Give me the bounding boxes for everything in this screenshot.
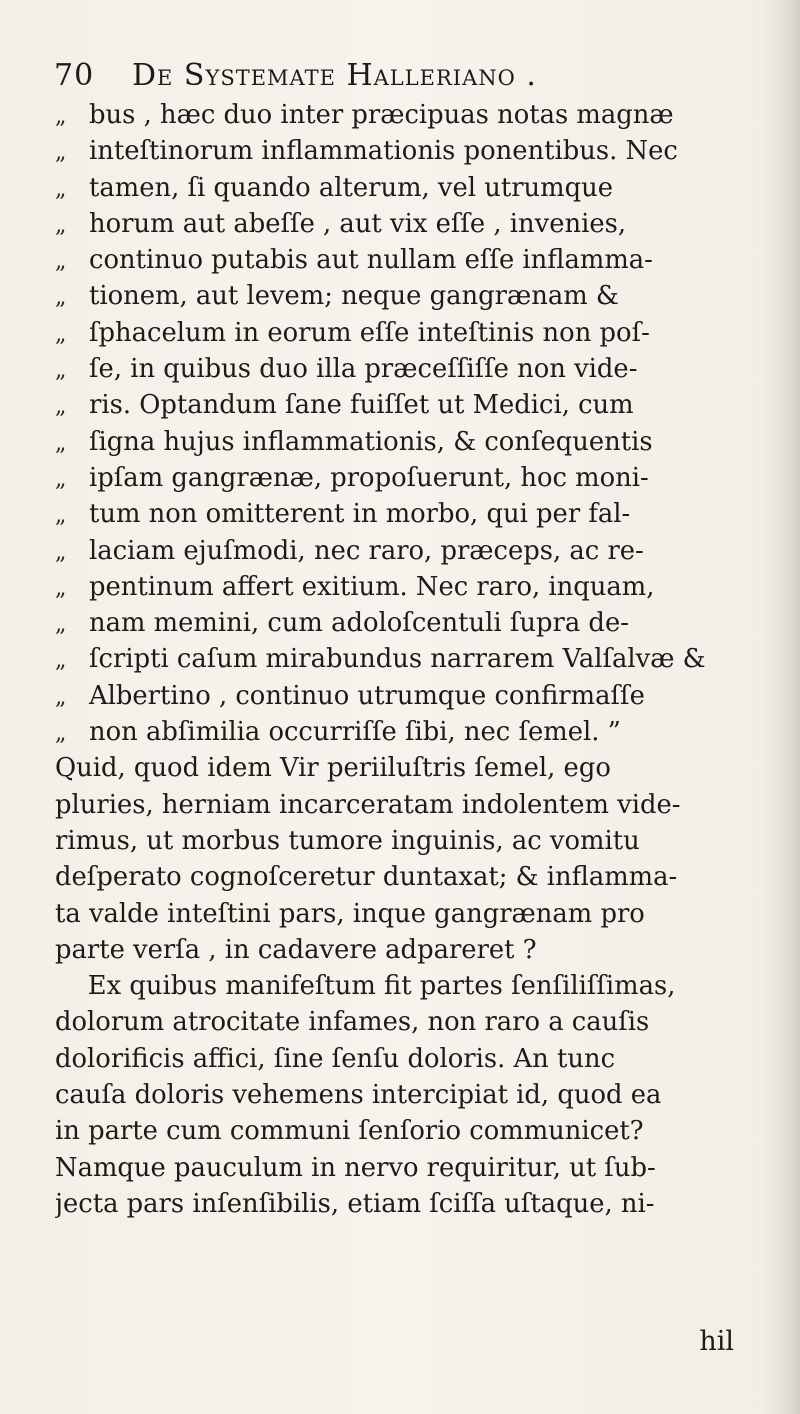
text-line [55, 569, 745, 605]
line-text: jecta pars inſenſibilis, etiam ſciſſa uſtaque, ni- [55, 1188, 655, 1219]
line-text: horum aut abeſſe , aut vix eſſe , invenies, [89, 208, 627, 239]
page-number: 70 [54, 58, 95, 93]
quote-mark: „ [55, 285, 67, 311]
line-text: tamen, ſi quando alterum, vel utrumque [89, 172, 613, 203]
text-line [55, 133, 745, 169]
line-text: Quid, quod idem Vir periiluſtris ſemel, ego [55, 753, 611, 784]
text-line [55, 641, 745, 677]
text-line [55, 278, 745, 314]
text-line [55, 678, 745, 714]
text-line [55, 1077, 745, 1113]
text-line [55, 896, 745, 932]
text-line [55, 533, 745, 569]
text-line [55, 315, 745, 351]
quote-mark: „ [55, 466, 67, 492]
text-line [55, 1186, 745, 1222]
line-text: ſcripti caſum mirabundus narrarem Valſalvæ & [89, 644, 706, 675]
line-text: ſphacelum in eorum eſſe inteſtinis non poſ- [89, 317, 650, 348]
line-text: deſperato cognoſceretur duntaxat; & inflamma- [55, 862, 678, 893]
text-line [55, 968, 745, 1004]
line-text: ſe, in quibus duo illa præceſſiſſe non vide- [89, 354, 638, 385]
quote-mark: „ [55, 612, 67, 638]
page-edge-shadow [760, 0, 800, 1414]
text-line [55, 424, 745, 460]
quote-mark: „ [55, 430, 67, 456]
quote-mark: „ [55, 394, 67, 420]
line-text: continuo putabis aut nullam eſſe inflamma- [89, 245, 653, 276]
line-text: Namque pauculum in nervo requiritur, ut ſub- [55, 1152, 656, 1183]
line-text: non abſimilia occurriſſe ſibi, nec ſemel. ” [89, 717, 621, 748]
catchword: hil [699, 1326, 734, 1357]
line-text: nam memini, cum adoloſcentuli ſupra de- [89, 608, 629, 639]
line-text: ipſam gangrænæ, propoſuerunt, hoc moni- [89, 462, 649, 493]
line-text: inteſtinorum inflammationis ponentibus. Nec [89, 136, 678, 167]
quote-mark: „ [55, 648, 67, 674]
quote-mark: „ [55, 140, 67, 166]
text-line [55, 1004, 745, 1040]
line-text: Albertino , continuo utrumque confirmaſſe [89, 680, 645, 711]
text-line [55, 787, 745, 823]
line-text: ris. Optandum ſane fuiſſet ut Medici, cum [89, 390, 634, 421]
quote-mark: „ [55, 539, 67, 565]
line-text: tionem, aut levem; neque gangrænam & [89, 281, 619, 312]
line-text: pentinum affert exitium. Nec raro, inquam, [89, 571, 655, 602]
text-line [55, 1150, 745, 1186]
text-line [55, 750, 745, 786]
quote-mark: „ [55, 104, 67, 129]
line-text: dolorum atrocitate infames, non raro a cauſis [55, 1007, 650, 1038]
text-line [55, 170, 745, 206]
line-text: tum non omitterent in morbo, qui per fal- [89, 499, 631, 530]
quote-mark: „ [55, 358, 67, 384]
quote-mark: „ [55, 575, 67, 601]
text-line [55, 859, 745, 895]
text-line [55, 496, 745, 532]
text-line [55, 823, 745, 859]
text-line [55, 97, 745, 133]
text-line [55, 351, 745, 387]
quote-mark: „ [55, 503, 67, 529]
line-text: bus , hæc duo inter præcipuas notas magnæ [89, 100, 674, 130]
text-line [55, 932, 745, 968]
line-text: ta valde inteſtini pars, inque gangrænam pro [55, 898, 645, 929]
text-line [55, 1041, 745, 1077]
quote-mark: „ [55, 684, 67, 710]
line-text: pluries, herniam incarceratam indolentem vide- [55, 789, 681, 820]
body-text [55, 97, 745, 1222]
line-text: Ex quibus manifeſtum fit partes ſenſiliſſimas, [55, 971, 676, 1002]
line-text: cauſa doloris vehemens intercipiat id, quod ea [55, 1080, 662, 1111]
line-text: rimus, ut morbus tumore inguinis, ac vomitu [55, 825, 640, 856]
line-text: ſigna hujus inflammationis, & conſequentis [89, 426, 653, 457]
quote-mark: „ [55, 321, 67, 347]
line-text: in parte cum communi ſenſorio communicet? [55, 1116, 644, 1147]
text-line [55, 714, 745, 750]
text-line [55, 387, 745, 423]
text-line [55, 460, 745, 496]
quote-mark: „ [55, 721, 67, 747]
running-title: De Systemate Halleriano . [132, 58, 537, 93]
line-text: laciam ejuſmodi, nec raro, præceps, ac re- [89, 535, 644, 566]
text-line [55, 605, 745, 641]
quote-mark: „ [55, 176, 67, 202]
text-line [55, 206, 745, 242]
text-line [55, 1113, 745, 1149]
line-text: dolorificis affici, ſine ſenſu doloris. An tunc [55, 1043, 616, 1074]
quote-mark: „ [55, 249, 67, 275]
text-line [55, 242, 745, 278]
quote-mark: „ [55, 212, 67, 238]
line-text: parte verſa , in cadavere adpareret ? [55, 934, 537, 965]
page-header [54, 54, 694, 98]
